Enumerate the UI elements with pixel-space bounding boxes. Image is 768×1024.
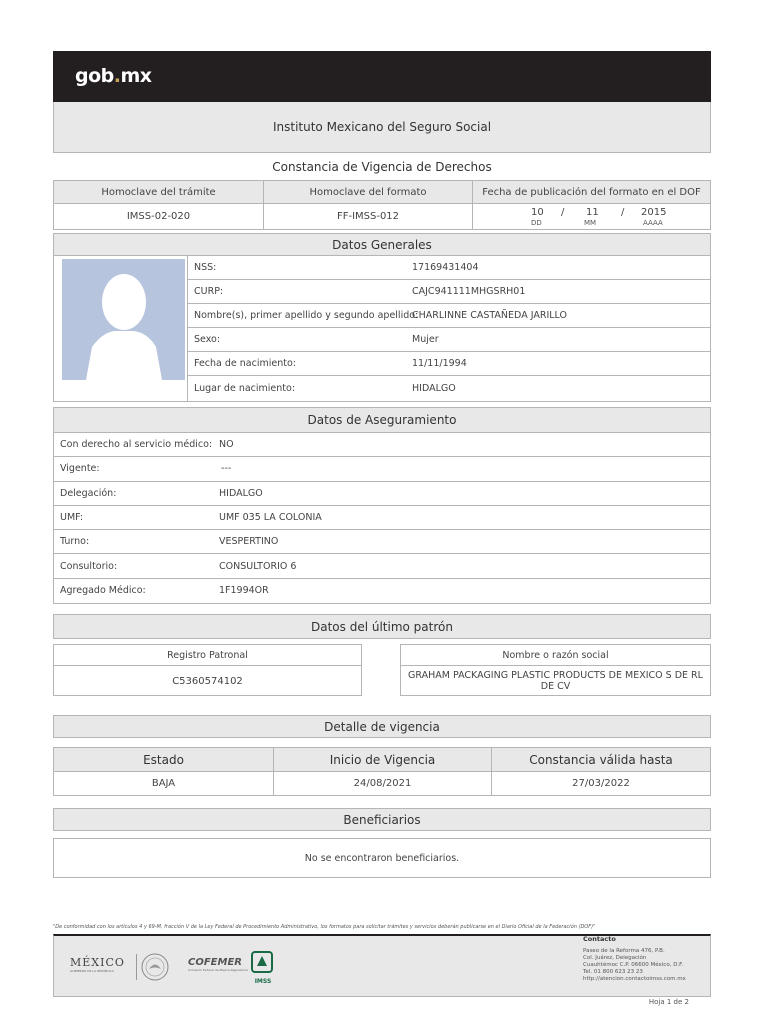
imss-logo-text: IMSS <box>254 978 272 985</box>
registro-patronal-value-row <box>54 666 361 696</box>
institution-header <box>53 102 711 153</box>
value-fecha-nacimiento: 11/11/1994 <box>412 358 467 369</box>
mexico-logo <box>70 956 140 973</box>
value-nombre: CHARLINNE CASTAÑEDA JARILLO <box>412 310 567 321</box>
national-seal-icon <box>140 952 170 982</box>
value-umf: UMF 035 LA COLONIA <box>219 512 322 524</box>
label-lugar-nacimiento: Lugar de nacimiento: <box>194 383 296 394</box>
value-valida-hasta: 27/03/2022 <box>492 772 711 796</box>
patron-header <box>53 614 711 639</box>
label-delegacion: Delegación: <box>60 487 117 499</box>
imss-logo <box>250 950 276 985</box>
row-turno <box>54 530 710 554</box>
row-agregado-medico <box>54 579 710 603</box>
value-estado: BAJA <box>54 772 274 796</box>
row-consultorio <box>54 554 710 578</box>
value-nss: 17169431404 <box>412 262 479 273</box>
label-derecho-medico: Con derecho al servicio médico: <box>60 439 213 451</box>
logo-suffix: mx <box>120 65 152 87</box>
beneficiarios-box <box>53 838 711 878</box>
datos-generales-box <box>53 256 711 402</box>
label-turno: Turno: <box>60 536 90 548</box>
value-consultorio: CONSULTORIO 6 <box>219 560 297 572</box>
homoclave-formato-value: FF-IMSS-012 <box>264 204 473 230</box>
institution-name: Instituto Mexicano del Seguro Social <box>272 120 492 134</box>
label-umf: UMF: <box>60 512 84 524</box>
footer-band <box>53 934 711 997</box>
mexico-logo-text: MÉXICO <box>70 956 125 969</box>
value-inicio-vigencia: 24/08/2021 <box>274 772 492 796</box>
patron-title: Datos del último patrón <box>311 619 453 634</box>
contact-line: Col. Juárez, Delegación <box>583 955 647 961</box>
row-nss <box>188 256 710 280</box>
row-nombre <box>188 304 710 328</box>
registro-patronal-value: C5360574102 <box>172 675 243 687</box>
col-valida-hasta: Constancia válida hasta <box>492 748 711 772</box>
beneficiarios-title: Beneficiarios <box>343 812 421 827</box>
row-fecha-nacimiento <box>188 352 710 376</box>
page-number: Hoja 1 de 2 <box>648 998 689 1006</box>
contact-title: Contacto <box>583 935 616 943</box>
col-inicio-vigencia: Inicio de Vigencia <box>274 748 492 772</box>
value-sexo: Mujer <box>412 334 439 345</box>
label-agregado-medico: Agregado Médico: <box>60 585 146 597</box>
datos-generales-rows <box>188 256 710 401</box>
mexico-logo-sub: GOBIERNO DE LA REPÚBLICA <box>70 969 114 973</box>
date-dd-label: DD <box>531 218 542 227</box>
contact-url[interactable]: http://atencion.contactoimss.com.mx <box>583 976 686 982</box>
col-fecha-publicacion: Fecha de publicación del formato en el DOF <box>473 181 711 204</box>
cofemer-logo-sub: Comisión Federal de Mejora Regulatoria <box>188 968 248 972</box>
date-mm-label: MM <box>584 218 597 227</box>
date-aaaa-label: AAAA <box>643 218 663 227</box>
imss-eagle-icon <box>250 950 274 974</box>
value-delegacion: HIDALGO <box>219 487 263 499</box>
label-fecha-nacimiento: Fecha de nacimiento: <box>194 358 296 369</box>
homoclave-tramite-value: IMSS-02-020 <box>54 204 264 230</box>
row-curp <box>188 280 710 304</box>
row-lugar-nacimiento <box>188 376 710 401</box>
datos-generales-header <box>53 233 711 256</box>
row-delegacion <box>54 482 710 506</box>
document-title: Constancia de Vigencia de Derechos <box>272 160 492 174</box>
razon-social-box <box>400 644 711 696</box>
vigencia-title: Detalle de vigencia <box>324 719 440 734</box>
datos-generales-title: Datos Generales <box>332 237 432 252</box>
row-vigente <box>54 457 710 481</box>
publication-date <box>473 204 711 230</box>
gobmx-logo: gob.mx <box>75 65 152 87</box>
contact-line: Cuauhtémoc C.P. 06600 México, D.F. <box>583 962 684 968</box>
date-aaaa: 2015 <box>641 206 667 218</box>
value-agregado-medico: 1F1994OR <box>219 585 269 597</box>
label-nss: NSS: <box>194 262 217 273</box>
label-consultorio: Consultorio: <box>60 560 118 572</box>
label-nombre: Nombre(s), primer apellido y segundo apellido: <box>194 310 419 321</box>
header-bar <box>53 51 711 102</box>
col-homoclave-tramite: Homoclave del trámite <box>54 181 264 204</box>
cofemer-logo-text: COFEMER <box>188 957 242 968</box>
registro-patronal-label-row <box>54 645 361 666</box>
contact-line: Tel. 01 800 623 23 23 <box>583 969 643 975</box>
razon-social-label-row <box>401 645 710 666</box>
homoclave-table <box>53 180 711 230</box>
row-umf <box>54 506 710 530</box>
value-vigente: --- <box>221 463 232 475</box>
logo-divider <box>136 954 137 980</box>
value-curp: CAJC941111MHGSRH01 <box>412 286 526 297</box>
photo-cell <box>54 256 188 401</box>
aseguramiento-box <box>53 433 711 604</box>
beneficiarios-empty-text: No se encontraron beneficiarios. <box>304 852 460 864</box>
razon-social-label: Nombre o razón social <box>502 649 609 661</box>
date-sep-1: / <box>561 206 565 218</box>
cofemer-logo <box>188 957 248 972</box>
label-vigente: Vigente: <box>60 463 100 475</box>
date-dd: 10 <box>531 206 544 218</box>
razon-social-value-row <box>401 666 710 696</box>
contact-block <box>583 936 708 983</box>
logo-text: gob <box>75 65 114 87</box>
value-lugar-nacimiento: HIDALGO <box>412 383 456 394</box>
registro-patronal-box <box>53 644 362 696</box>
contact-line: Paseo de la Reforma 476, P.B. <box>583 948 665 954</box>
value-turno: VESPERTINO <box>219 536 279 548</box>
legal-note: "De conformidad con los artículos 4 y 69-M, fracción V de la Ley Federal de Procedimiento Administrativo, los formatos para solicitar trámites y servicios deberán publicarse en el Diario Oficial de la Federación (DOF)" <box>53 924 596 930</box>
aseguramiento-title: Datos de Aseguramiento <box>307 413 457 427</box>
row-derecho-medico <box>54 433 710 457</box>
vigencia-table <box>53 747 711 796</box>
registro-patronal-label: Registro Patronal <box>167 649 248 661</box>
razon-social-value: GRAHAM PACKAGING PLASTIC PRODUCTS DE MEXICO S DE RL DE CV <box>408 670 703 692</box>
date-mm: 11 <box>586 206 599 218</box>
col-estado: Estado <box>54 748 274 772</box>
row-sexo <box>188 328 710 352</box>
beneficiarios-header <box>53 808 711 831</box>
value-derecho-medico: NO <box>219 439 234 451</box>
col-homoclave-formato: Homoclave del formato <box>264 181 473 204</box>
date-sep-2: / <box>621 206 625 218</box>
vigencia-header <box>53 715 711 738</box>
label-sexo: Sexo: <box>194 334 221 345</box>
aseguramiento-header <box>53 407 711 433</box>
avatar-placeholder <box>62 259 185 380</box>
label-curp: CURP: <box>194 286 224 297</box>
